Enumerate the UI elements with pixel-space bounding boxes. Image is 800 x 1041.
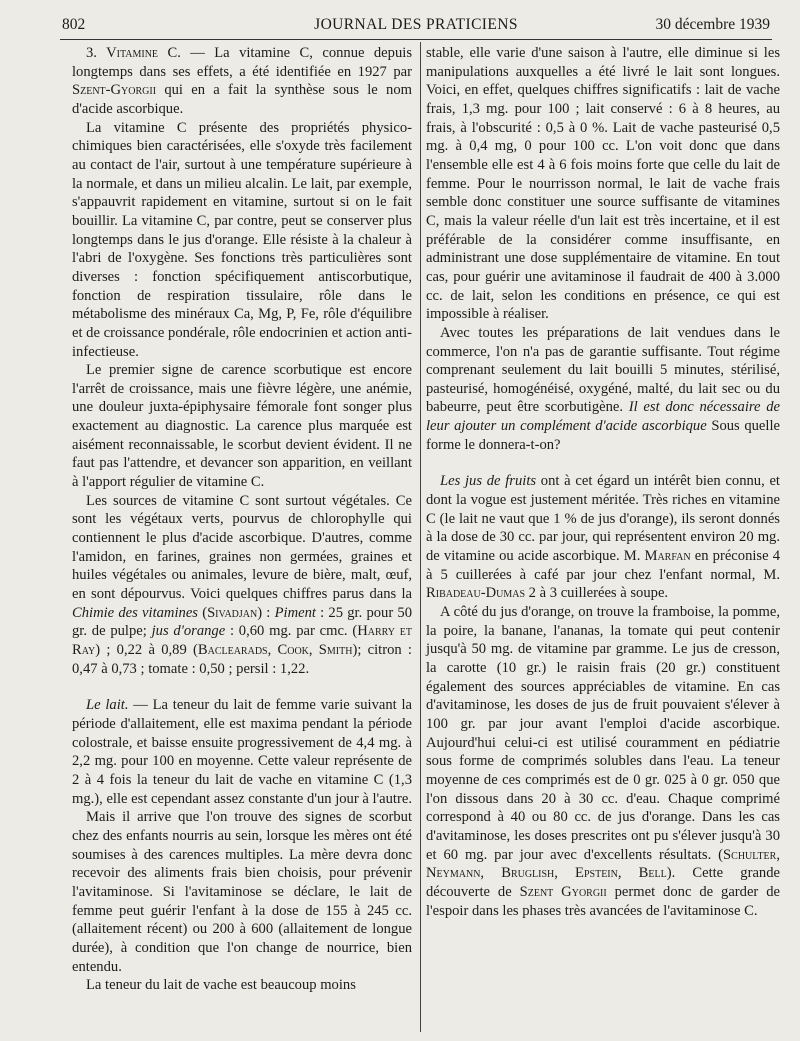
- author-name: Sivadjan: [207, 604, 258, 621]
- author-name: Baclearads, Cook, Smith: [197, 642, 353, 658]
- subsection-heading: Le lait.: [86, 697, 129, 714]
- author-name: Schulter, Neymann, Bruglish, Epstein, Bell: [426, 846, 780, 882]
- paragraph-lait-vache: La teneur du lait de vache est beaucoup moins: [86, 977, 356, 994]
- author-name: Ribadeau-Dumas: [426, 585, 526, 602]
- author-name: Szent-Gyorgii: [72, 82, 157, 99]
- left-column: [72, 44, 412, 995]
- header-rule: [60, 39, 772, 40]
- page-number: 802: [62, 16, 86, 33]
- paragraph-lait-vache-suite: stable, elle varie d'une saison à l'autre, elle diminue si les manipulations auxquelles a été livré le lait sont longues. Voici, en effet, quelques chiffres significatifs : lait de vache frais, 1,3 mg. pour 100 ; lait conservé : 6 à 8 heures, au frais, à l'obscurité : 0,5 à 0 %. Lait de vache pasteurisé 0,5 mg. à 0,4 mg, 0 pour 100 cc. L'on voit donc que dans l'ensemble elle est 4 à 6 fois moins forte que celle du lait de femme. Pour le nourrisson normal, le lait de vache frais semble donc constituer une source suffisante de vitamines C, mais la valeur réelle d'un lait est très incertaine, et il est préférable de la considérer comme insuffisante, en administrant une dose supplémentaire de vitamine. En tout cas, pour guérir une avitaminose il faudrait de 400 à 3.000 cc. de lait, selon les conditions en présence, ce qui est impossible à réaliser.: [426, 45, 780, 323]
- paragraph-autres-fruits: A côté du jus d'orange, on trouve la framboise, la pomme, la poire, la banane, l'ananas, la tomate qui peut contenir jusqu'à 50 mg. de vitamine par gramme. Le jus de cresson, la carotte (10 gr.) le raisin frais (20 gr.) constituent également des sources appréciables de vitamine. En cas d'avitaminose, les doses de jus de fruit pouvaient s'élever à 100 gr. par jour avant l'emploi d'acide ascorbique. Aujourd'hui celui-ci est utilisé couramment en pédiatrie sous forme de comprimés solubles dans l'eau. La teneur moyenne de ces comprimés est de 0 gr. 025 à 0 gr. 050 que l'on dissous dans 20 à 30 cc. d'eau. Chaque comprimé correspond à 40 ou 80 cc. de jus d'orange. Dans les cas d'avitaminose, les doses prescrites ont pu s'élever jusqu'à 30 et 60 mg. par jour avec d'excellents résultats. (Schulter, Neymann, Bruglish, Epstein, Bell). Cette grande découverte de Szent Gyorgii permet donc de garder de l'espoir dans les phases très avancées de l'avitaminose C.: [426, 604, 780, 919]
- paragraph-sources: Les sources de vitamine C sont surtout végétales. Ce sont les végétaux verts, pourvus de chlorophylle qui contiennent le plus d'acide ascorbique. D'autres, comme l'amidon, en farines, graines non germées, graines et huiles végétales ou animales, levure de bière, malt, œuf, en sont dépourvus. Voici quelques chiffres parus dans la Chimie des vitamines (Sivadjan) : Piment : 25 gr. pour 50 gr. de pulpe; jus d'orange : 0,60 mg. par cmc. (Harry et Ray) ; 0,22 à 0,89 (Baclearads, Cook, Smith); citron : 0,47 à 0,73 ; tomate : 0,50 ; persil : 1,22.: [72, 492, 413, 677]
- section-heading: 3. Vitamine C.: [86, 45, 181, 61]
- emphasis-sentence: Il est donc nécessaire de leur ajouter un complément d'acide ascorbique: [426, 399, 781, 435]
- paragraph-le-lait: Le lait. — La teneur du lait de femme varie suivant la période d'allaitement, elle est maxima pendant la période colostrale, et baisse ensuite progressivement de 4,4 mg. à 2,2 mg. pour 100 en moyenne. Cette valeur représente de 2 à 4 fois la teneur du lait de vache en vitamine C (1,3 mg.), elle est cependant assez constante d'un jour à l'autre.: [72, 697, 412, 807]
- page-header: [62, 16, 770, 38]
- right-column: [426, 44, 780, 920]
- paragraph-jus-de-fruits: Les jus de fruits ont à cet égard un intérêt bien connu, et dont la vogue est justement méritée. Très riches en vitamine C (le lait ne vaut que 1 % de jus d'orange), ils seront donnés à la dose de 30 cc. par jour, qui représentent environ 20 mg. de vitamine ou acide ascorbique. M. Marfan en préconise 4 à 5 cuillerées à café par jour chez l'enfant normal, M. Ribadeau-Dumas 2 à 3 cuillerées à soupe.: [426, 473, 781, 602]
- paragraph-scorbut-sein: Mais il arrive que l'on trouve des signes de scorbut chez des enfants nourris au sein, lorsque les mères ont été soumises à des carences multiples. La mère devra donc recevoir des aliments frais bien choisis, pour prévenir l'avitaminose. Si l'avitaminose se déclare, le lait de femme peut guérir l'enfant à la dose de 155 à 245 cc. (allaitement récent) ou 200 à 600 (allaitement de longue durée), à condition que l'on change de nourrice, bien entendu.: [72, 809, 412, 975]
- paragraph-proprietes: La vitamine C présente des propriétés physico-chimiques bien caractérisées, elle s'oxyde très facilement au contact de l'air, surtout à une température supérieure à la normale, et dans un milieu alcalin. Le lait, par exemple, s'appauvrit rapidement en vitamine, surtout si on le fait bouillir. La vitamine C, par contre, peut se conserver plus longtemps dans le jus d'orange. Elle résiste à la chaleur à l'abri de l'oxygène. Ses fonctions très particulières sont diverses : fonction spécifiquement antiscorbutique, fonction de respiration tissulaire, rôle dans le métabolisme des minéraux Ca, Mg, P, Fe, rôle d'équilibre et de croissance pondérale, rôle endocrinien et action anti-infectieuse.: [72, 119, 412, 360]
- author-name: Harry et Ray: [72, 623, 412, 658]
- author-name: Marfan: [644, 548, 691, 565]
- book-title: Chimie des vitamines: [72, 604, 198, 621]
- subsection-heading: Les jus de fruits: [440, 473, 537, 490]
- paragraph-vitamine-c: 3. Vitamine C. — La vitamine C, connue depuis longtemps dans ses effets, a été identifiée en 1927 par Szent-Gyorgii qui en a fait la synthèse sous le nom d'acide ascorbique.: [72, 45, 412, 117]
- author-name: Szent Gyorgii: [519, 883, 607, 900]
- paragraph-carence: Le premier signe de carence scorbutique est encore l'arrêt de croissance, mais une fièvre légère, une anémie, une douleur juxta-épiphysaire fémorale font songer plus exactement au diagnostic. La carence plus marquée est aisément reconnaissable, le scorbut devient évident. Il ne faut pas l'attendre, et devancer son apparition, en veillant à l'apport régulier de vitamine C.: [72, 362, 412, 491]
- paragraph-preparations: Avec toutes les préparations de lait vendues dans le commerce, l'on n'a pas de garantie suffisante. Tout régime comprenant seulement du lait bouilli 5 minutes, stérilisé, pasteurisé, homogénéisé, oxygéné, malté, du lait sec ou du babeurre, peut être scorbutigène. Il est donc nécessaire de leur ajouter un complément d'acide ascorbique Sous quelle forme le donnera-t-on?: [426, 324, 781, 453]
- issue-date: 30 décembre 1939: [655, 16, 770, 33]
- journal-title: JOURNAL DES PRATICIENS: [314, 16, 518, 33]
- column-divider: [420, 42, 421, 1032]
